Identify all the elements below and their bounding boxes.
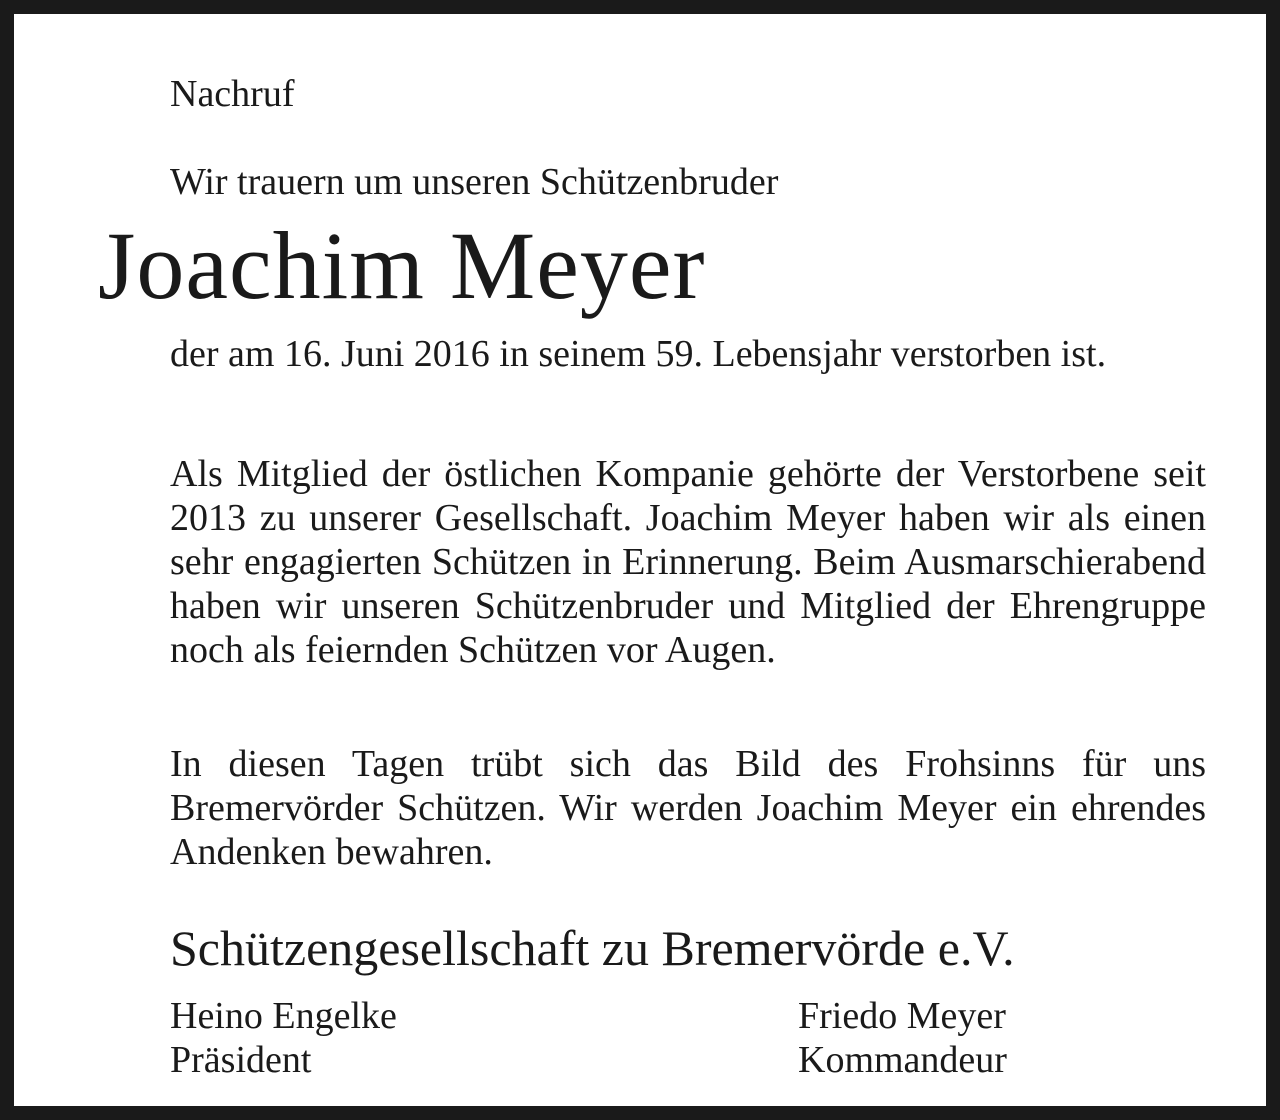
signatory-commander xyxy=(798,994,1007,1082)
paragraph-membership: Als Mitglied der östlichen Kompanie gehörte der Verstorbene seit 2013 zu unserer Gesellschaft. Joachim Meyer haben wir als einen sehr engagierten Schützen in Erinnerung. Beim Ausmarschierabend haben wir unseren Schützenbruder und Mitglied der Ehrengruppe noch als feiernden Schützen vor Augen. xyxy=(170,453,1206,671)
paragraph-remembrance: In diesen Tagen trübt sich das Bild des Frohsinns für uns Bremervörder Schützen. Wir werden Joachim Meyer ein ehrendes Andenken bewahren. xyxy=(170,743,1206,873)
signatory-role: Kommandeur xyxy=(798,1039,1007,1081)
organization-name: Schützengesellschaft zu Bremervörde e.V. xyxy=(170,920,1015,976)
deceased-name: Joachim Meyer xyxy=(98,212,706,319)
signatory-name: Friedo Meyer xyxy=(798,995,1006,1037)
paragraph-date: der am 16. Juni 2016 in seinem 59. Lebensjahr verstorben ist. xyxy=(170,333,1107,375)
intro-line: Wir trauern um unseren Schützenbruder xyxy=(170,161,779,203)
signatory-role: Präsident xyxy=(170,1039,312,1081)
signatory-name: Heino Engelke xyxy=(170,995,397,1037)
signatory-president xyxy=(170,994,397,1082)
notice-heading: Nachruf xyxy=(170,73,295,115)
